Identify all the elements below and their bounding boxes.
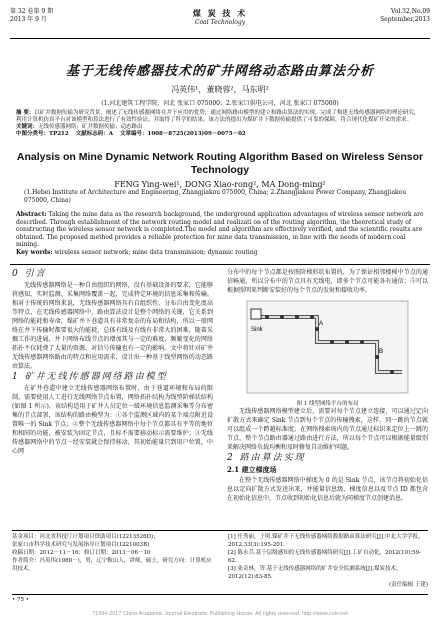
keywords-zh: 无线传感器网络；矿井数据传输；动态路由 [38, 124, 143, 130]
diagram-background [247, 301, 408, 393]
keywords-zh-label: 关键词： [16, 124, 39, 130]
authors-zh: 冯英伟¹，董晓蓉²，马东明² [171, 85, 269, 94]
subsection-heading-gradient: 2.1 建立梯度场 [227, 465, 277, 474]
abstract-zh [16, 110, 424, 138]
section-heading-intro: 0 引言 [12, 269, 47, 279]
abstract-en-label: Abstract: [16, 211, 47, 218]
node-label-a: A [319, 321, 324, 327]
journal-name-en: Coal Technology [194, 19, 246, 26]
footnotes-left [12, 533, 212, 573]
running-header [10, 8, 430, 39]
affiliation-en: (1.Hebei Institute of Architecture and Engineering, Zhangjiakou 075000, China; 2.Zhangjiakou Power Company, Zhangjiakou 075000, China) [24, 189, 407, 204]
reference-item: [2] 陈永兵.基于层级感知的无线传感器网络研究[J].工矿自动化，2012(10):59-62. [228, 550, 422, 564]
authors-en: FENG Ying-wei¹, DONG Xiao-rong², MA Dong-ming² [114, 180, 326, 189]
figure-1 [227, 297, 428, 405]
section-heading-model: 1 矿井无线传感器网络路由模型 [12, 372, 168, 382]
sensor-node [315, 327, 319, 331]
funding-note: 基金项目：河北省科技厅计划项目资助项目(12213526D)； [12, 534, 159, 540]
keywords-en: wireless sensor network; mine data transmission; dynamic routing [54, 248, 258, 256]
abstract-divider [10, 264, 430, 265]
paper-title-en: Analysis on Mine Dynamic Network Routing Algorithm Based on Wireless Sensor Technology [16, 151, 424, 176]
sensor-node [360, 340, 364, 344]
node-label-b: B [379, 349, 384, 355]
page-number: • 75 • [12, 597, 29, 603]
header-date-en: September,2013 [380, 16, 430, 23]
reference-item: [3] 张奇林，等.基于无线传感器网络的矿井安全监测系统[J].煤炭技术，2012(12):83-85. [228, 566, 402, 580]
document-code: 文献标志码：A [75, 131, 113, 137]
funding-note-2: 张家口市科学技术研究与发展指导计划项目(1221003B) [12, 542, 150, 548]
affiliation-zh: (1.河北建筑工程学院，河北 张家口 075000；2.张家口供电公司，河北 张家口 075000) [101, 100, 339, 107]
linear-network-diagram [227, 297, 428, 397]
figure-caption: 图 1 线型网络平台的布局 [296, 401, 359, 407]
section-heading-algorithm: 2 路由算法实现 [227, 453, 306, 463]
header-volume-en: Vol.32,No.09 [390, 8, 430, 15]
paper-title-zh: 基于无线传感器技术的矿井网络动态路由算法分析 [65, 64, 374, 79]
right-col-paragraph-1: 分布中的每个节点都是按照阶梯形状布置的，为了保证相邻楼梯中节点的通信畅通，所以分布中的节点具有无线电，即多个节点可能各有通信；⑤可以根据照明来判断安装好的每个节点的发射和接收功率。 [227, 269, 428, 294]
journal-name-zh: 煤 炭 技 术 [192, 8, 248, 18]
journal-name [10, 8, 430, 28]
abstract-en [16, 211, 424, 256]
sensor-node [375, 355, 379, 359]
header-date-zh: 2013 年 9 月 [10, 16, 47, 23]
clc-number: 中图分类号：TP212 [16, 131, 69, 137]
copyright-notice: ?1994-2017 China Academic Journal Electronic Publishing House. All rights reserved. http://www.cnki.net [92, 611, 348, 617]
sensor-node [280, 315, 284, 319]
reference-item: [1] 任秀丽，王明.煤矿井下无线传感器网络数据路由算法研究[J].中北大学学报，2012,33(3):195-201. [228, 534, 424, 548]
sensor-node [265, 315, 269, 319]
body-left-column [12, 268, 213, 456]
sensor-node [345, 340, 349, 344]
bottom-divider [12, 594, 428, 595]
keywords-en-label: Key words: [16, 248, 53, 256]
header-volume-info-en [380, 8, 430, 24]
right-col-paragraph-2: 无线传感器网络模型建立后，需要对每个节点建立连接，可以通过定向扩散方式来确定 Sink 节点到每个节点的传输搜索，这样，同一跳的节点就可以组成一个跨越标准度。在网络搜索场内的节点通过标识来定位上一跳的节点，整个节点路由器通过路由进行方法，所以每个节点可以根据能量级别来解决网络负载均衡和及时修复自动维护问题。 [227, 408, 428, 451]
abstract-zh-text: 以矿井数据传输为研究背景，阐述了无线传感器网络在井下应用的优势，通过网络路由模型的建立和路由算法的实现，完成了构建无线传感器网络的理论研究，利用计算机仿真平台对该模型和算法进行了有效性验证，并取得了科学的结果，该方法的提出为煤矿井下数据传输提供了可靠的保障，符合现代化煤矿开采的需求。 [16, 110, 420, 123]
model-paragraph: 在矿井巷道中建立无线传感器网络布置时，由于巷道环境和布局的限制，需要使用人工进行无线网络节点布置，网络拓扑结构为线型阶梯状结构(如图 1 所示)，该结构适用于矿井人员定位一级环境信息监测采集等分布密集的节点部署，该结构的路由模型为：①各个监测区域内的某个端点附近设置唯一的 Sink 节点；②整个无线传感器网络中每个节点都具有平等的地位和相同的功能，被安装为固定节点，且标不需要移动标示需要维护；③无线传感器网络中的节点一经安装就会保持移动，其初始能量只到用户位置，中心网 [12, 385, 213, 455]
editor-note: (责任编辑 王建) [388, 582, 428, 588]
sensor-node [390, 370, 394, 374]
sink-node [251, 309, 261, 319]
abstract-zh-label: 摘 要： [16, 110, 35, 116]
sink-label: Sink [251, 327, 263, 333]
sensor-node [295, 315, 299, 319]
sensor-node [330, 340, 334, 344]
article-number: 文章编号：1008－8725(2013)09－0075－02 [120, 131, 246, 137]
abstract-en-text: Taking the mine data as the research background, the underground application advantages of wireless sensor network are described. Through establishment of the network routing model and realizati on of the routing algorithm, the theoretical study of constructing the wireless sensor network is completed.The model and algorithm are effectively verified, and the scientific results are obtained. The proposed method provides a reliable protection for mine data transmission, in line with the needs of modern coal mining. [16, 211, 424, 248]
references [228, 533, 428, 589]
sensor-node [310, 315, 314, 319]
footnotes [12, 530, 428, 593]
author-bio: 作者简介：冯英伟(1980－)，男，辽宁鞍山人，讲师，硕士，研究方向：计算机应用技术。 [12, 558, 212, 572]
right-col-paragraph-3: 在整个无线传感器网络中梯度为 0 的是 Sink 节点，该节点将初始化信息以定向扩散方式发送出来，并能量信息级、梯度信息以及节点 ID 都包含在初始化信息中，节点收到初始化信息后就为同梯度节点创建消息， [227, 477, 428, 502]
received-date: 收稿日期：2012－11－16；修订日期：2013－06－10 [12, 550, 151, 556]
intro-paragraph: 无线传感器网络是一种自由组织的网络，没有基础设备的要求，它能够将感知、实时监测、采集网络覆盖一起，完成特定环境的信息采集和传输。相对于传统的网络来说，无线传感器网络具有自组织性、分布自由变化度高等特点，在无线传感器网络中，路由算法设计是整个网络的关键，它关系到网络的能耗和寿命，煤矿井下巷道具有非常复杂的布局和结构，所以一般网络在井下传输时都要很大的能耗，总体有线及有线有非常大的困难，随着采掘工作的进展，井下网络布线节点的增加其与一定的难度，频繁变化的网络拓扑不仅耗费了大量的资源，对信号传输也有一定的影响。文中将针对矿井无线传感器网络路由的特点和应用需求，设计出一种基于线型网络的动态路由算法。 [12, 282, 213, 370]
header-volume-zh: 第 32 卷第 9 期 [10, 8, 54, 15]
body-right-column [227, 268, 428, 503]
